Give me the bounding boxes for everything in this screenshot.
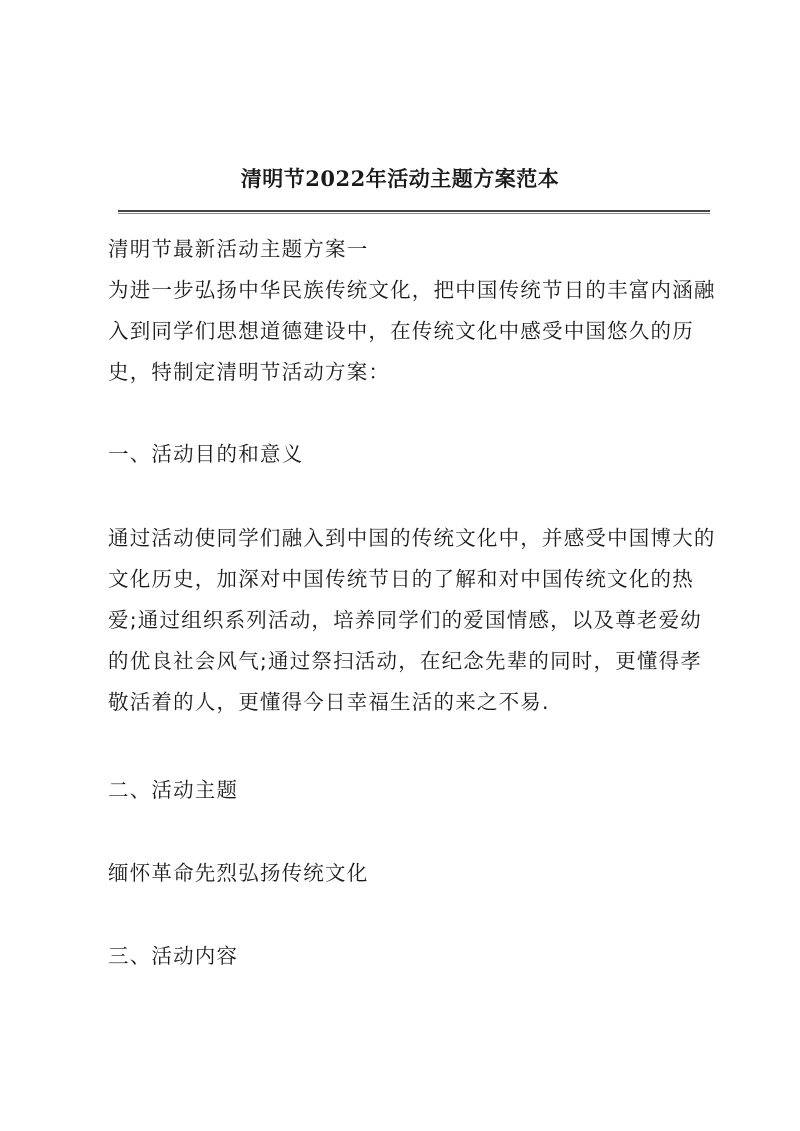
section-heading: 一、活动目的和意义 <box>108 442 304 466</box>
document-title: 清明节2022年活动主题方案范本 <box>240 166 560 191</box>
plan-heading: 清明节最新活动主题方案一 <box>108 237 369 261</box>
paragraph-line: 敬活着的人，更懂得今日幸福生活的来之不易. <box>108 690 550 714</box>
section1-body <box>108 518 718 723</box>
intro-block <box>108 229 718 393</box>
section-heading: 二、活动主题 <box>108 778 239 802</box>
intro-line: 为进一步弘扬中华民族传统文化，把中国传统节日的丰富内涵融 <box>108 278 716 302</box>
section2-heading <box>108 770 718 811</box>
intro-line: 入到同学们思想道德建设中，在传统文化中感受中国悠久的历 <box>108 319 694 343</box>
paragraph-line: 的优良社会风气;通过祭扫活动，在纪念先辈的同时，更懂得孝 <box>108 649 703 673</box>
paragraph-line: 爱;通过组织系列活动，培养同学们的爱国情感，以及尊老爱幼 <box>108 608 703 632</box>
paragraph-line: 通过活动使同学们融入到中国的传统文化中，并感受中国博大的 <box>108 526 716 550</box>
section1-heading <box>108 434 718 475</box>
section3-heading <box>108 936 718 977</box>
theme-text: 缅怀革命先烈弘扬传统文化 <box>108 861 369 885</box>
section-heading: 三、活动内容 <box>108 944 239 968</box>
intro-line: 史，特制定清明节活动方案： <box>108 360 391 384</box>
section2-theme <box>108 853 718 894</box>
paragraph-line: 文化历史，加深对中国传统节日的了解和对中国传统文化的热 <box>108 567 694 591</box>
title-divider <box>118 210 710 212</box>
